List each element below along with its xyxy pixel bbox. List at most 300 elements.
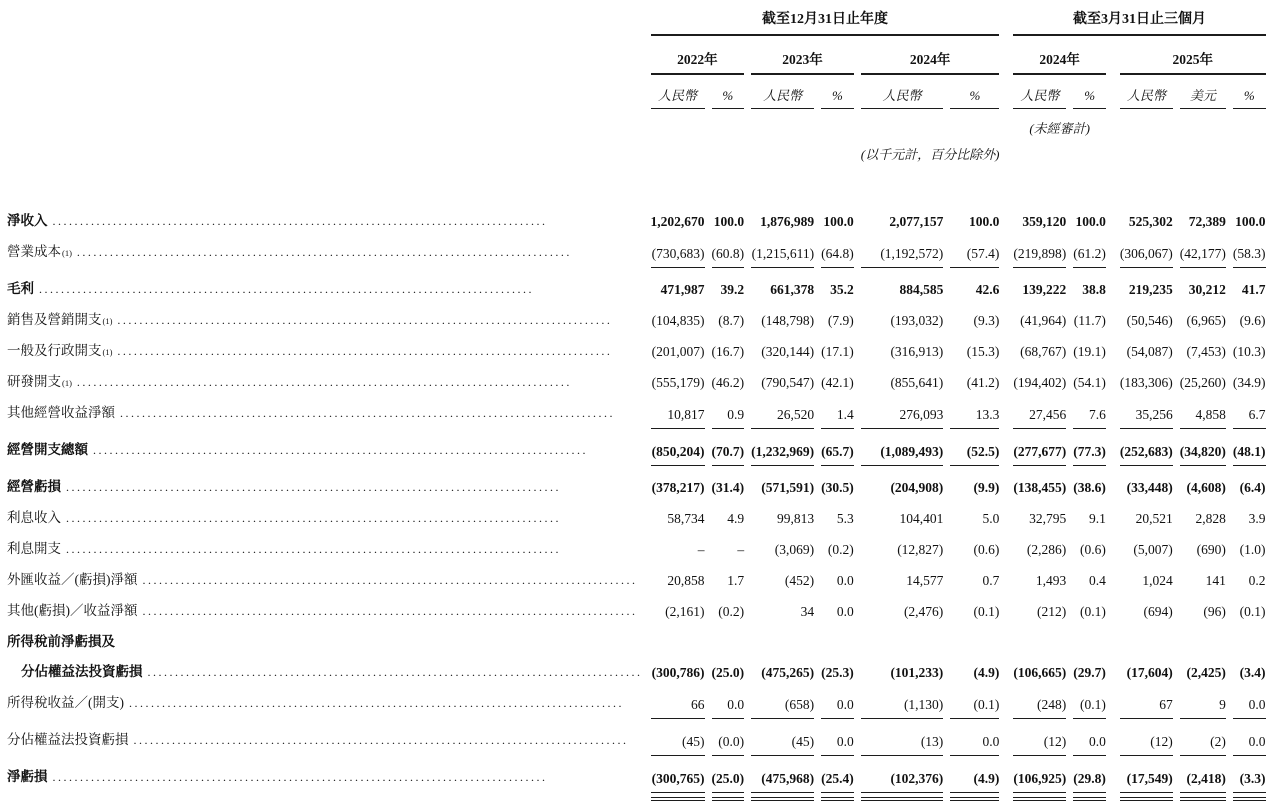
double-underline: [1013, 793, 1066, 801]
value-cell: 100.0: [713, 214, 745, 229]
dot-leaders: ..........................................................................................: [147, 665, 643, 679]
value-cell: 884,585: [899, 282, 944, 297]
value-cell: (38.6): [1073, 480, 1106, 495]
value-cell: (201,007): [651, 344, 705, 359]
row-label-text: 所得稅收益／(開支): [7, 695, 124, 710]
value-cell: (690): [1196, 542, 1226, 557]
year-header-row: [7, 36, 1266, 75]
value-cell: 0.0: [1233, 719, 1266, 756]
table-row: [7, 268, 1266, 305]
value-cell: 525,302: [1128, 214, 1173, 229]
value-cell: (34.9): [1232, 375, 1266, 390]
value-cell: 1,024: [1142, 573, 1173, 588]
value-cell: (452): [784, 573, 815, 588]
value-cell: (45): [651, 719, 705, 756]
dot-leaders: ..........................................................................................: [66, 511, 561, 525]
value-cell: (70.7): [712, 429, 745, 466]
table-row: [7, 466, 1266, 503]
value-cell: (9.3): [973, 313, 1000, 328]
table-row: [7, 503, 1266, 534]
double-underline: [861, 793, 944, 801]
dot-leaders: ..........................................................................................: [66, 542, 561, 556]
value-cell: 9.1: [1089, 511, 1106, 526]
value-cell: (42.1): [821, 375, 854, 390]
row-label-text: 其他(虧損)／收益淨額: [7, 603, 138, 618]
value-cell: 0.7: [982, 573, 1000, 588]
value-cell: (475,968): [751, 756, 814, 793]
value-cell: 0.0: [836, 604, 854, 619]
year-header-2022: 2022年: [651, 36, 745, 75]
units-note: (以千元計，百分比除外): [860, 147, 1000, 162]
value-cell: (64.8): [821, 237, 854, 268]
period-group-annual: 截至12月31日止年度: [651, 4, 1000, 36]
value-cell: (8.7): [718, 313, 745, 328]
value-cell: (0.6): [973, 542, 1000, 557]
value-cell: (3.4): [1239, 665, 1266, 680]
value-cell: (571,591): [761, 480, 815, 495]
row-label: [7, 429, 644, 466]
value-cell: (9.9): [973, 480, 1000, 495]
dot-leaders: ..........................................................................................: [133, 733, 629, 747]
value-cell: (12): [1013, 719, 1066, 756]
dot-leaders: ..........................................................................................: [76, 245, 572, 259]
value-cell: 0.0: [821, 719, 854, 756]
value-cell: (19.1): [1073, 344, 1106, 359]
row-label: [7, 466, 644, 503]
value-cell: 661,378: [770, 282, 815, 297]
value-cell: 100.0: [1235, 214, 1266, 229]
value-cell: (1,089,493): [861, 429, 944, 466]
value-cell: (96): [1203, 604, 1226, 619]
value-cell: (3,069): [774, 542, 815, 557]
value-cell: (60.8): [712, 237, 745, 268]
units-note-row: [7, 137, 1266, 166]
value-cell: (2,286): [1026, 542, 1067, 557]
double-underline: [821, 793, 854, 801]
row-label: [7, 398, 644, 429]
row-label: [7, 596, 644, 627]
period-group-three-months: 截至3月31日止三個月: [1013, 4, 1265, 36]
value-cell: (12,827): [897, 542, 944, 557]
value-cell: 0.9: [712, 398, 745, 429]
row-label-text: 分佔權益法投資虧損: [7, 732, 129, 747]
value-cell: (694): [1143, 604, 1173, 619]
row-label-text: 分佔權益法投資虧損: [21, 664, 143, 679]
value-cell: (102,376): [861, 756, 944, 793]
value-cell: (1,192,572): [861, 237, 944, 268]
year-header-q1-2024: 2024年: [1013, 36, 1106, 75]
value-cell: (0.1): [1073, 688, 1106, 719]
value-cell: 0.0: [950, 719, 999, 756]
value-cell: (555,179): [651, 375, 705, 390]
value-cell: (29.7): [1073, 665, 1106, 680]
value-cell: (148,798): [761, 313, 815, 328]
row-label-text: 利息開支: [7, 541, 61, 556]
table-row: [7, 688, 1266, 719]
value-cell: (41.2): [966, 375, 1000, 390]
value-cell: 58,734: [667, 511, 705, 526]
row-label: 銷售及營銷開支 (1) ..........................................................................................: [7, 305, 644, 336]
value-cell: 72,389: [1188, 214, 1226, 229]
value-cell: (2): [1180, 719, 1226, 756]
currency-header: 人民幣: [861, 75, 944, 109]
value-cell: 9: [1180, 688, 1226, 719]
value-cell: (29.8): [1073, 756, 1106, 793]
value-cell: (219,898): [1013, 237, 1066, 268]
value-cell: 1,202,670: [650, 214, 705, 229]
value-cell: (52.5): [950, 429, 999, 466]
year-header-2023: 2023年: [751, 36, 854, 75]
value-cell: (658): [751, 688, 814, 719]
value-cell: (1,232,969): [751, 429, 814, 466]
value-cell: (17.1): [821, 344, 854, 359]
value-cell: (4.9): [950, 756, 999, 793]
value-cell: (30.5): [821, 480, 854, 495]
value-cell: 32,795: [1029, 511, 1067, 526]
double-rule-row: [7, 793, 1266, 801]
dot-leaders: ..........................................................................................: [117, 313, 613, 327]
value-cell: (34,820): [1180, 429, 1226, 466]
table-header: [7, 4, 1266, 166]
value-cell: 471,987: [660, 282, 705, 297]
value-cell: 20,521: [1135, 511, 1173, 526]
value-cell: 35,256: [1120, 398, 1173, 429]
value-cell: 38.8: [1082, 282, 1106, 297]
table-row: [7, 429, 1266, 466]
row-label: [7, 206, 644, 237]
value-cell: (45): [751, 719, 814, 756]
row-label-text: 營業成本: [7, 244, 61, 259]
currency-header: 人民幣: [751, 75, 814, 109]
table-row: [7, 305, 1266, 336]
value-cell: (50,546): [1126, 313, 1173, 328]
value-cell: (77.3): [1073, 429, 1106, 466]
dot-leaders: ..........................................................................................: [142, 604, 638, 618]
value-cell: 39.2: [720, 282, 745, 297]
value-cell: (4.9): [973, 665, 1000, 680]
value-cell: (475,265): [761, 665, 815, 680]
percent-header: %: [950, 75, 999, 109]
value-cell: 0.0: [712, 688, 745, 719]
currency-header: 人民幣: [1013, 75, 1066, 109]
double-underline: [651, 793, 705, 801]
table-row: [7, 565, 1266, 596]
table-row: [7, 336, 1266, 367]
value-cell: (730,683): [651, 237, 705, 268]
value-cell: 5.0: [982, 511, 1000, 526]
table-row: [7, 206, 1266, 237]
row-label: [7, 657, 644, 688]
value-cell: (0.2): [718, 604, 745, 619]
table-row: [7, 756, 1266, 793]
value-cell: (300,765): [651, 756, 705, 793]
year-header-q1-2025: 2025年: [1120, 36, 1266, 75]
double-underline: [1233, 793, 1266, 801]
value-cell: (2,476): [903, 604, 944, 619]
double-underline: [1120, 793, 1173, 801]
value-cell: (6.4): [1239, 480, 1266, 495]
value-cell: (16.7): [711, 344, 745, 359]
value-cell: 41.7: [1241, 282, 1266, 297]
value-cell: (1,130): [861, 688, 944, 719]
value-cell: 99,813: [777, 511, 815, 526]
value-cell: (6,965): [1186, 313, 1226, 328]
dot-leaders: ..........................................................................................: [39, 282, 534, 296]
row-label: [7, 565, 644, 596]
value-cell: (320,144): [761, 344, 815, 359]
value-cell: 0.0: [821, 688, 854, 719]
dot-leaders: ..........................................................................................: [52, 770, 548, 784]
value-cell: 20,858: [667, 573, 705, 588]
value-cell: (4,608): [1186, 480, 1226, 495]
row-label: [7, 688, 644, 719]
value-cell: (855,641): [890, 375, 944, 390]
value-cell: 1,493: [1035, 573, 1067, 588]
double-underline: [1180, 793, 1226, 801]
row-label-text: 利息收入: [7, 510, 61, 525]
row-label-text: 其他經營收益淨額: [7, 405, 115, 420]
value-cell: (1,215,611): [751, 237, 814, 268]
value-cell: 0.0: [836, 573, 854, 588]
value-cell: 2,828: [1195, 511, 1226, 526]
value-cell: (850,204): [651, 429, 705, 466]
value-cell: (7.9): [827, 313, 854, 328]
value-cell: (316,913): [890, 344, 944, 359]
dot-leaders: ..........................................................................................: [142, 573, 638, 587]
value-cell: (25.0): [712, 756, 745, 793]
value-cell: 35.2: [830, 282, 854, 297]
value-cell: (9.6): [1239, 313, 1266, 328]
value-cell: 1.4: [821, 398, 854, 429]
value-cell: (252,683): [1120, 429, 1173, 466]
value-cell: 3.9: [1248, 511, 1266, 526]
value-cell: 1.7: [727, 573, 745, 588]
value-cell: 26,520: [751, 398, 814, 429]
row-label-text: 毛利: [7, 281, 34, 296]
table-row: [7, 657, 1266, 688]
value-cell: –: [697, 542, 705, 557]
value-cell: (277,677): [1013, 429, 1066, 466]
income-statement-table: [0, 4, 1273, 801]
value-cell: 2,077,157: [889, 214, 944, 229]
value-cell: (2,161): [665, 604, 705, 619]
row-label: [7, 627, 644, 657]
value-cell: 5.3: [836, 511, 854, 526]
currency-header: 人民幣: [651, 75, 705, 109]
value-cell: 276,093: [861, 398, 944, 429]
value-cell: (41,964): [1020, 313, 1067, 328]
value-cell: 67: [1120, 688, 1173, 719]
value-cell: (31.4): [711, 480, 745, 495]
value-cell: (106,925): [1013, 756, 1066, 793]
value-cell: (12): [1120, 719, 1173, 756]
value-cell: (0.0): [712, 719, 745, 756]
value-cell: (10.3): [1232, 344, 1266, 359]
value-cell: 1,876,989: [760, 214, 815, 229]
value-cell: 100.0: [1075, 214, 1106, 229]
table-row: [7, 534, 1266, 565]
value-cell: (101,233): [890, 665, 944, 680]
row-label-text: 經營開支總額: [7, 442, 88, 457]
percent-header: %: [712, 75, 745, 109]
value-cell: (46.2): [711, 375, 745, 390]
value-cell: 0.4: [1089, 573, 1106, 588]
row-label: [7, 534, 644, 565]
value-cell: (0.1): [973, 604, 1000, 619]
period-header-row: [7, 4, 1266, 36]
table-row: [7, 398, 1266, 429]
value-cell: (15.3): [966, 344, 1000, 359]
value-cell: 4.9: [727, 511, 745, 526]
row-label: [7, 268, 644, 305]
value-cell: (2,418): [1180, 756, 1226, 793]
value-cell: (58.3): [1233, 237, 1266, 268]
value-cell: –: [737, 542, 745, 557]
value-cell: (25.0): [711, 665, 745, 680]
value-cell: (11.7): [1073, 313, 1106, 328]
value-cell: (306,067): [1120, 237, 1173, 268]
value-cell: (25.4): [821, 756, 854, 793]
value-cell: (138,455): [1013, 480, 1067, 495]
dot-leaders: ..........................................................................................: [52, 214, 548, 228]
value-cell: (0.1): [1239, 604, 1266, 619]
value-cell: 219,235: [1128, 282, 1173, 297]
value-cell: (104,835): [651, 313, 705, 328]
value-cell: 7.6: [1073, 398, 1106, 429]
table-row: [7, 627, 1266, 657]
value-cell: (13): [861, 719, 944, 756]
value-cell: (48.1): [1233, 429, 1266, 466]
row-label-text: 一般及行政開支: [7, 343, 102, 358]
value-cell: 104,401: [899, 511, 944, 526]
row-label-text: 所得稅前淨虧損及: [7, 634, 115, 649]
value-cell: (0.6): [1080, 542, 1106, 557]
value-cell: (5,007): [1133, 542, 1173, 557]
value-cell: (106,665): [1013, 665, 1067, 680]
value-cell: (0.1): [950, 688, 999, 719]
percent-header: %: [1073, 75, 1106, 109]
dot-leaders: ..........................................................................................: [76, 375, 572, 389]
value-cell: (61.2): [1073, 237, 1106, 268]
row-label: [7, 503, 644, 534]
value-cell: 0.2: [1248, 573, 1266, 588]
double-underline: [950, 793, 999, 801]
unaudited-note: (未經審計): [1029, 121, 1090, 136]
row-label: [7, 756, 644, 793]
value-cell: (212): [1037, 604, 1067, 619]
row-label-text: 淨虧損: [7, 769, 48, 784]
year-header-2024: 2024年: [861, 36, 1000, 75]
row-label: [7, 719, 644, 756]
double-underline: [751, 793, 814, 801]
row-label: 研發開支 (1) ..........................................................................................: [7, 367, 644, 398]
percent-header: %: [821, 75, 854, 109]
usd-header: 美元: [1180, 75, 1226, 109]
value-cell: 0.0: [1233, 688, 1266, 719]
value-cell: (17,549): [1120, 756, 1173, 793]
value-cell: 14,577: [906, 573, 944, 588]
value-cell: (194,402): [1013, 375, 1067, 390]
value-cell: (68,767): [1020, 344, 1067, 359]
value-cell: (193,032): [890, 313, 944, 328]
value-cell: (1.0): [1239, 542, 1266, 557]
table-row: [7, 367, 1266, 398]
value-cell: (248): [1013, 688, 1066, 719]
value-cell: (0.1): [1080, 604, 1106, 619]
value-cell: (25,260): [1179, 375, 1226, 390]
table-row: [7, 596, 1266, 627]
table-body: [7, 166, 1266, 801]
currency-header-row: [7, 75, 1266, 109]
value-cell: (0.2): [827, 542, 854, 557]
value-cell: (204,908): [890, 480, 944, 495]
value-cell: (25.3): [821, 665, 854, 680]
financial-statements-page: [0, 4, 1266, 788]
value-cell: (2,425): [1186, 665, 1226, 680]
value-cell: 42.6: [975, 282, 1000, 297]
value-cell: (378,217): [651, 480, 705, 495]
value-cell: 27,456: [1013, 398, 1066, 429]
row-label-text: 外匯收益／(虧損)淨額: [7, 572, 138, 587]
row-label-text: 銷售及營銷開支: [7, 312, 102, 327]
value-cell: (17,604): [1126, 665, 1173, 680]
row-label-text: 研發開支: [7, 374, 61, 389]
dot-leaders: ..........................................................................................: [66, 480, 561, 494]
value-cell: 100.0: [823, 214, 854, 229]
value-cell: (183,306): [1119, 375, 1173, 390]
value-cell: 34: [800, 604, 815, 619]
value-cell: 100.0: [969, 214, 1000, 229]
value-cell: 139,222: [1022, 282, 1067, 297]
row-label-text: 經營虧損: [7, 479, 61, 494]
dot-leaders: ..........................................................................................: [129, 696, 624, 710]
value-cell: (54,087): [1126, 344, 1173, 359]
table-row: [7, 237, 1266, 268]
value-cell: 141: [1205, 573, 1226, 588]
value-cell: (33,448): [1126, 480, 1173, 495]
row-label-text: 淨收入: [7, 213, 48, 228]
value-cell: 10,817: [651, 398, 705, 429]
double-underline: [1073, 793, 1106, 801]
value-cell: (54.1): [1073, 375, 1106, 390]
value-cell: 66: [651, 688, 705, 719]
value-cell: (65.7): [821, 429, 854, 466]
row-label: 營業成本 (1) ..........................................................................................: [7, 237, 644, 268]
dot-leaders: ..........................................................................................: [93, 443, 588, 457]
table-row: [7, 719, 1266, 756]
value-cell: 0.0: [1073, 719, 1106, 756]
value-cell: (7,453): [1186, 344, 1226, 359]
value-cell: 13.3: [950, 398, 999, 429]
dot-leaders: ..........................................................................................: [117, 344, 613, 358]
percent-header: %: [1233, 75, 1266, 109]
value-cell: 30,212: [1188, 282, 1226, 297]
value-cell: 6.7: [1233, 398, 1266, 429]
value-cell: (57.4): [950, 237, 999, 268]
value-cell: (300,786): [651, 665, 705, 680]
value-cell: 359,120: [1022, 214, 1067, 229]
unaudited-note-row: [7, 109, 1266, 137]
header-gap-row: [7, 166, 1266, 206]
double-underline: [712, 793, 745, 801]
dot-leaders: ..........................................................................................: [120, 406, 615, 420]
value-cell: 4,858: [1180, 398, 1226, 429]
row-label: 一般及行政開支 (1) ..........................................................................................: [7, 336, 644, 367]
currency-header: 人民幣: [1120, 75, 1173, 109]
value-cell: (42,177): [1180, 237, 1226, 268]
value-cell: (790,547): [761, 375, 815, 390]
value-cell: (3.3): [1233, 756, 1266, 793]
